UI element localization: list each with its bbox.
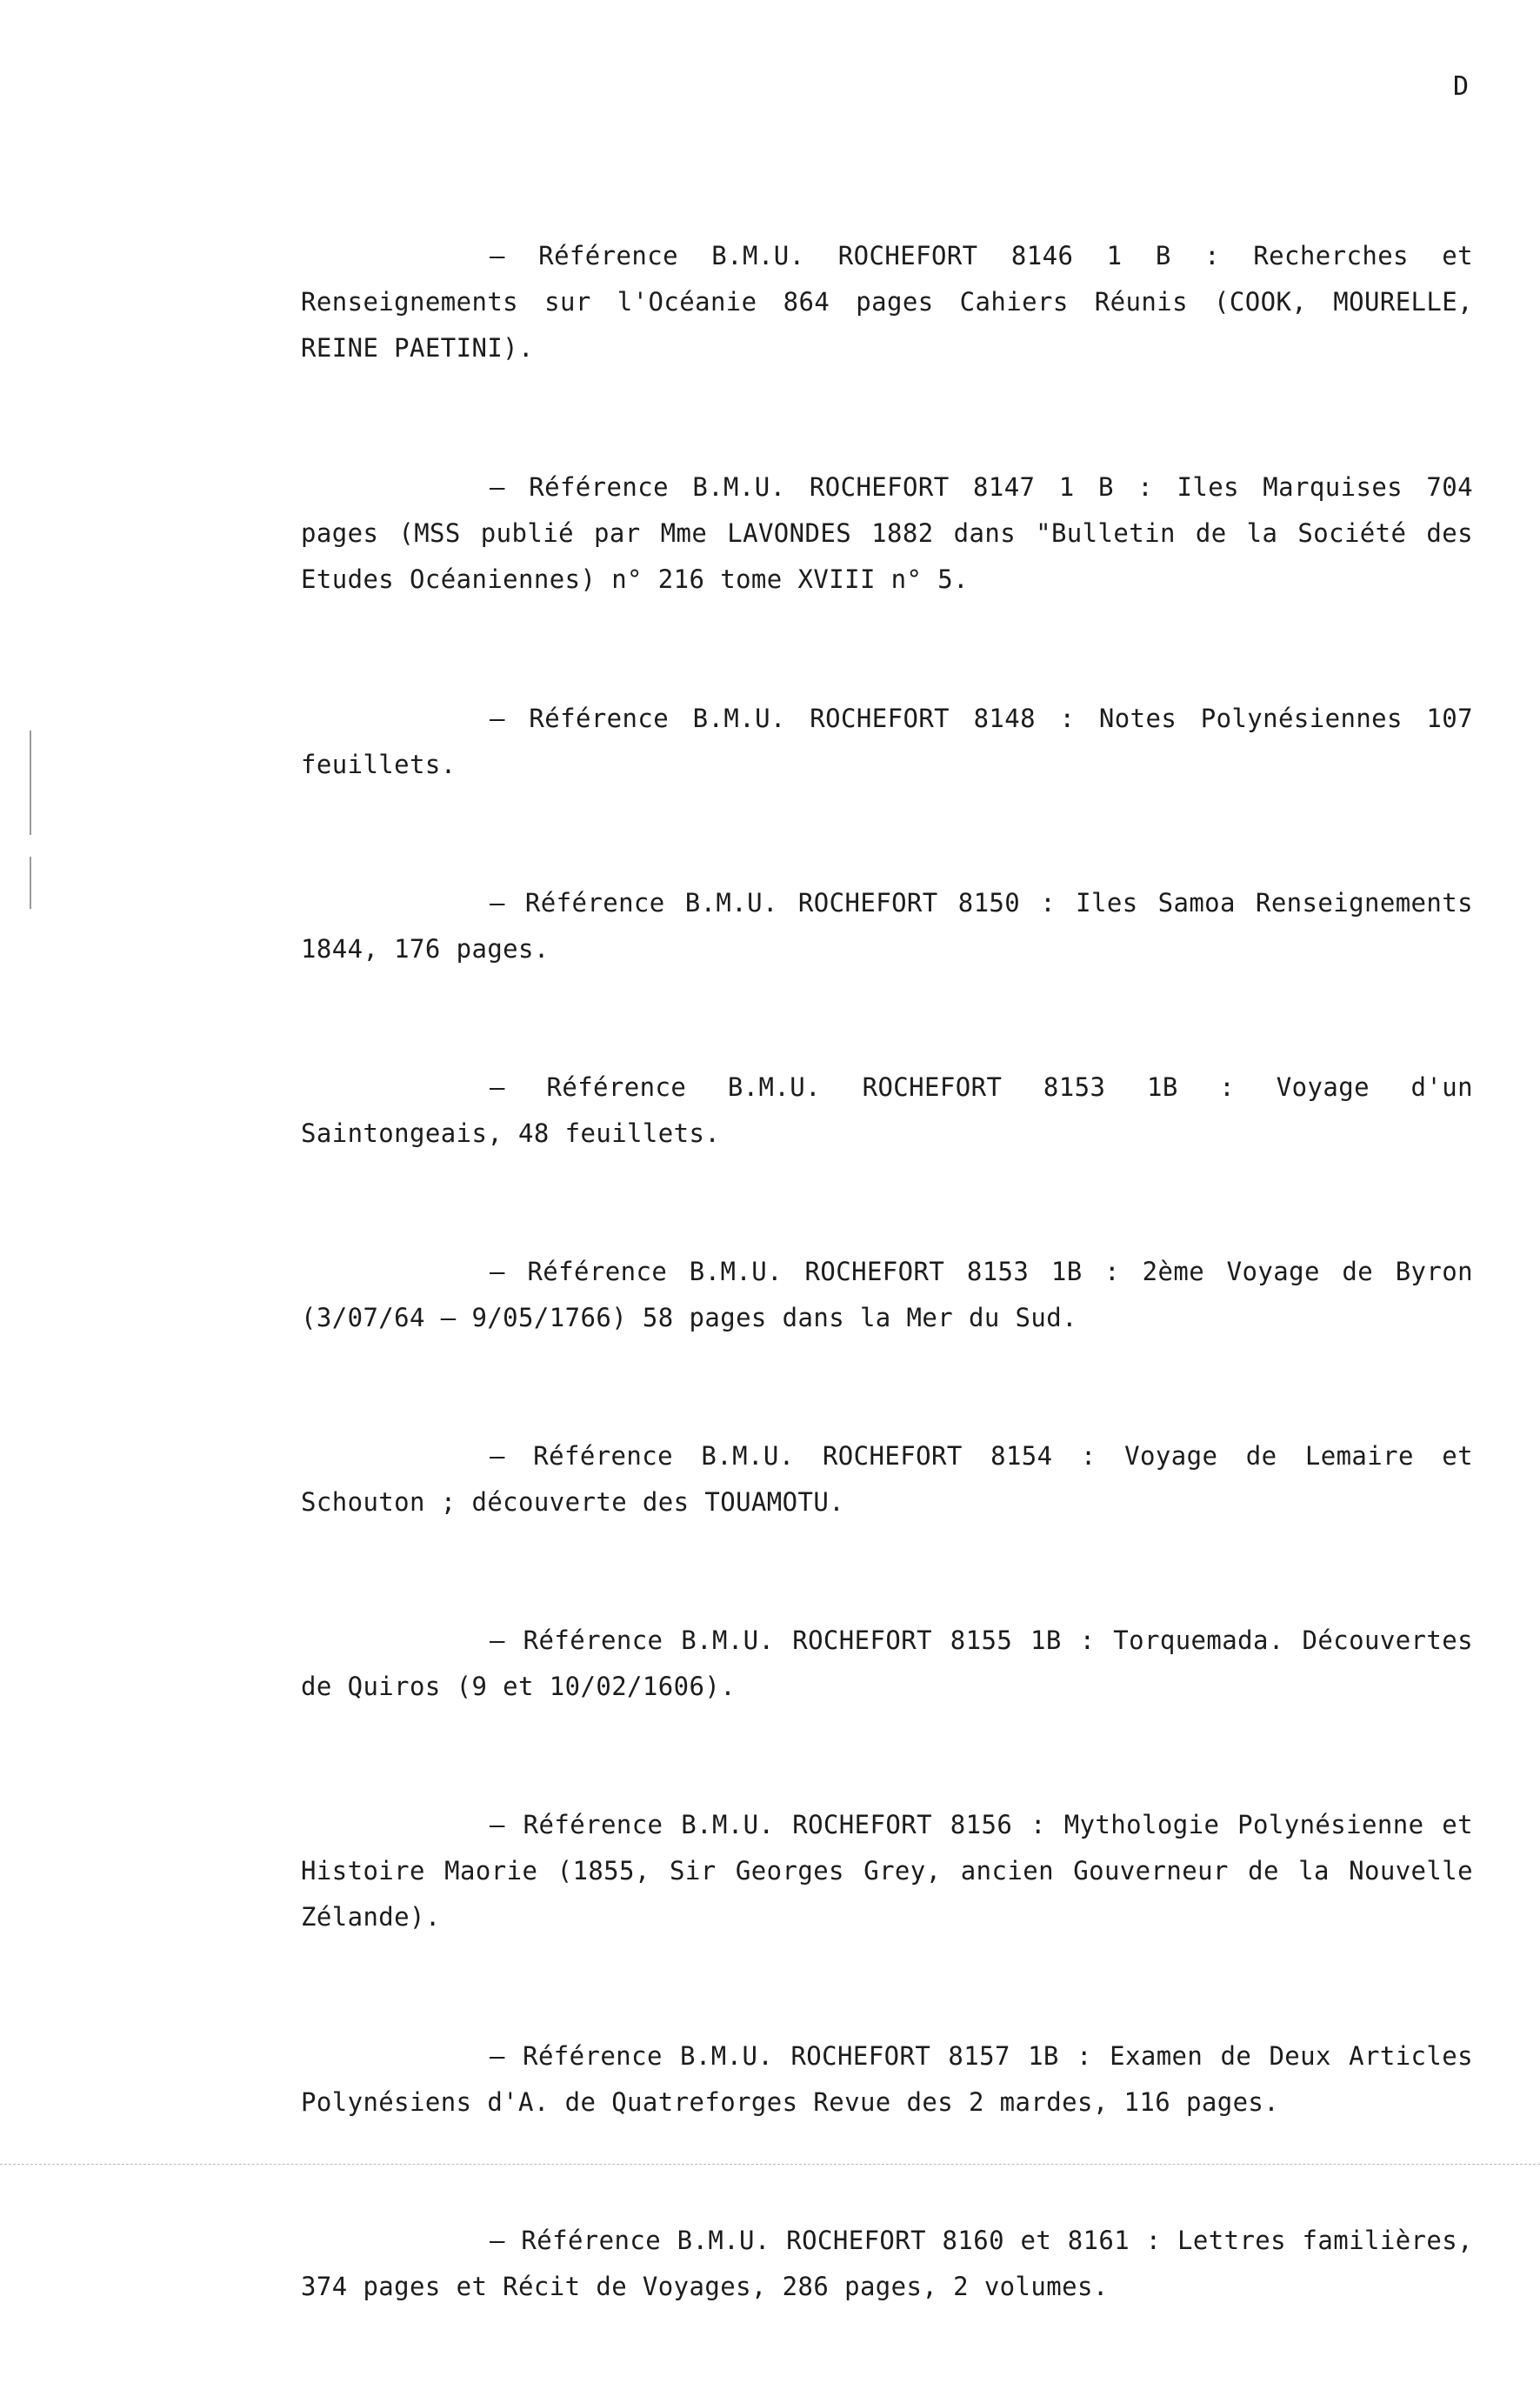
page-letter: D [1452, 71, 1469, 102]
reference-entry: – Référence B.M.U. ROCHEFORT 8147 1 B : Iles Marquises 704 pages (MSS publié par Mme LAVONDES 1882 dans "Bulletin de la Société des Etudes Océaniennes) n° 216 tome XVIII n° 5. [301, 472, 1473, 594]
reference-entry: – Référence B.M.U. ROCHEFORT 8153 1B : 2ème Voyage de Byron (3/07/64 – 9/05/1766) 58 pages dans la Mer du Sud. [301, 1257, 1473, 1332]
reference-entry: – Référence B.M.U. ROCHEFORT 8156 : Mythologie Polynésienne et Histoire Maorie (1855, Sir Georges Grey, ancien Gouverneur de la Nouvelle Zélande). [301, 1810, 1473, 1932]
reference-entry: – Référence B.M.U. ROCHEFORT 8146 1 B : Recherches et Renseignements sur l'Océanie 864 pages Cahiers Réunis (COOK, MOURELLE, REINE PAETINI). [301, 241, 1473, 363]
reference-entry: – Référence B.M.U. ROCHEFORT 8160 et 8161 : Lettres familières, 374 pages et Récit de Voyages, 286 pages, 2 volumes. [301, 2226, 1473, 2301]
reference-entry: – Référence B.M.U. ROCHEFORT 8154 : Voyage de Lemaire et Schouton ; découverte des TOUAMOTU. [301, 1441, 1473, 1517]
reference-entry: – Référence B.M.U. ROCHEFORT 8153 1B : Voyage d'un Saintongeais, 48 feuillets. [301, 1072, 1473, 1148]
page-edge-rule [0, 2164, 1540, 2165]
reference-entry: – Référence B.M.U. ROCHEFORT 8148 : Notes Polynésiennes 107 feuillets. [301, 704, 1473, 779]
reference-entry: – Référence B.M.U. ROCHEFORT 8157 1B : Examen de Deux Articles Polynésiens d'A. de Quatreforges Revue des 2 mardes, 116 pages. [301, 2041, 1473, 2117]
reference-entry: – Référence B.M.U. ROCHEFORT 8155 1B : Torquemada. Découvertes de Quiros (9 et 10/02/1606). [301, 1625, 1473, 1701]
margin-mark [30, 857, 31, 909]
reference-list [301, 233, 1473, 2403]
reference-entry: – Référence B.M.U. ROCHEFORT 8150 : Iles Samoa Renseignements 1844, 176 pages. [301, 888, 1473, 964]
margin-mark [30, 731, 31, 835]
